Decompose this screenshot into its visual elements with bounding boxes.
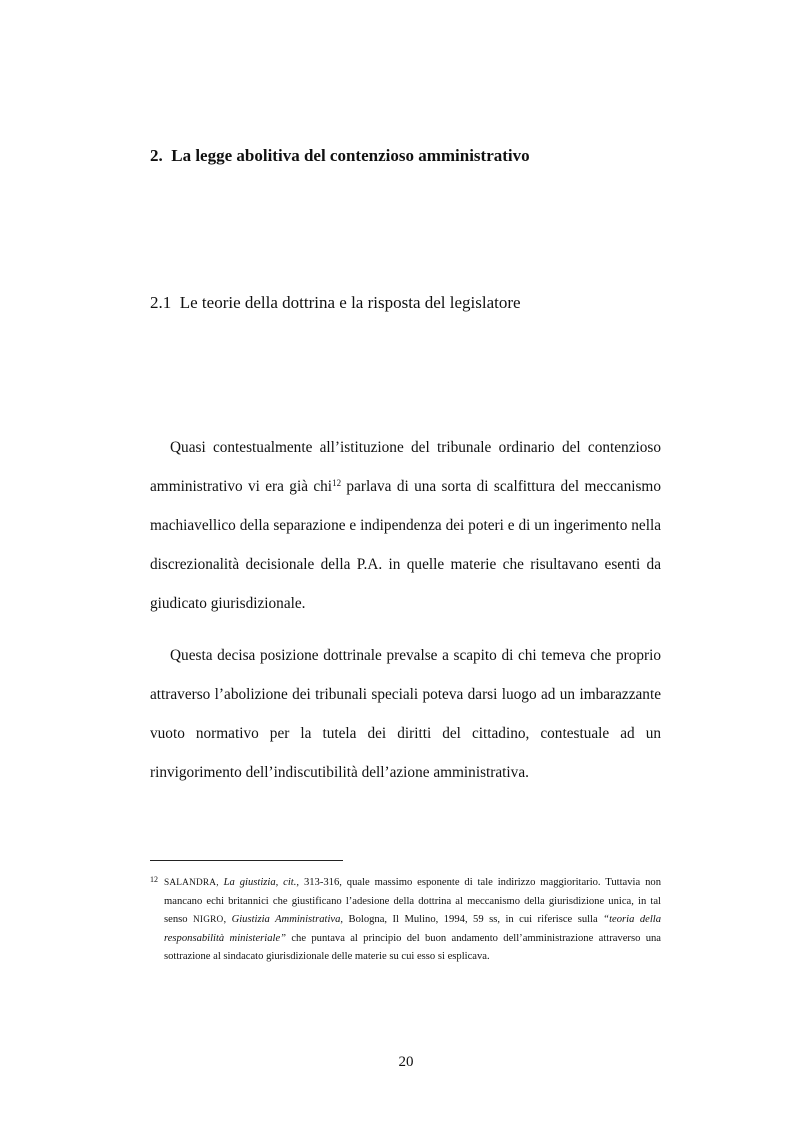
footnote-quote: “teoria della responsabilità ministeriale” [164, 914, 662, 944]
footnote-reference[interactable]: 12 [332, 478, 342, 488]
footnote-text-4: che puntava al principio del buon andamento dell’amministrazione attraverso una sottrazione al sindacato giurisdizionale delle materie su cui esso si esplicava. [164, 932, 661, 963]
footnote-text-1: , 313-316, quale massimo esponente di tale indirizzo maggioritario. Tuttavia non mancano echi britannici che giustificano l’adesione della dottrina al meccanismo della giurisdizione unica, in tal senso [164, 877, 661, 926]
chapter-number: 2. [150, 146, 163, 165]
section-heading [150, 293, 521, 313]
chapter-heading [150, 146, 530, 166]
footnote-12: 12 SALANDRA, La giustizia, cit., 313-316, quale massimo esponente di tale indirizzo maggioritario. Tuttavia non mancano echi britannici che giustificano l’adesione della dottrina al meccanismo della giurisdizione unica, in tal senso NIGRO, Giustizia Amministrativa, Bologna, Il Mulino, 1994, 59 ss, in cui riferisce sulla “teoria della responsabilità ministeriale” che puntava al principio del buon andamento dell’amministrazione attraverso una sottrazione al sindacato giurisdizionale delle materie su cui esso si esplicava. [150, 875, 662, 963]
footnote-work-title-2: Giustizia Amministrativa [231, 914, 341, 926]
section-title: Le teorie della dottrina e la risposta del legislatore [179, 293, 521, 312]
section-number: 2.1 [150, 293, 172, 312]
body-paragraph-2 [150, 636, 661, 792]
footnote-author: SALANDRA, [164, 878, 219, 888]
paragraph-2-text: Questa decisa posizione dottrinale prevalse a scapito di chi temeva che proprio attraverso l’abolizione dei tribunali speciali poteva darsi luogo ad un imbarazzante vuoto normativo per la tutela dei diritti del cittadino, contestuale ad un rinvigorimento dell’indiscutibilità dell’azione amministrativa. [150, 647, 661, 781]
page-number: 20 [398, 1054, 414, 1070]
footnote-text-3: , Bologna, Il Mulino, 1994, 59 ss, in cui riferisce sulla [340, 914, 604, 926]
footnote-text-2: , [223, 914, 232, 926]
footnote-work-title: La giustizia, cit. [223, 877, 297, 888]
footnote-author-2: NIGRO [193, 915, 224, 926]
paragraph-1-text-a: Quasi contestualmente all’istituzione del tribunale ordinario del contenzioso amministrativo vi era già chi [150, 439, 661, 495]
chapter-title: La legge abolitiva del contenzioso amministrativo [171, 146, 530, 165]
body-paragraph-1 [150, 428, 661, 623]
footnote-separator [150, 860, 343, 861]
paragraph-1-text-b: parlava di una sorta di scalfittura del meccanismo machiavellico della separazione e indipendenza dei poteri e di un ingerimento nella discrezionalità decisionale della P.A. in quelle materie che risultavano esenti da giudicato giurisdizionale. [150, 478, 661, 612]
